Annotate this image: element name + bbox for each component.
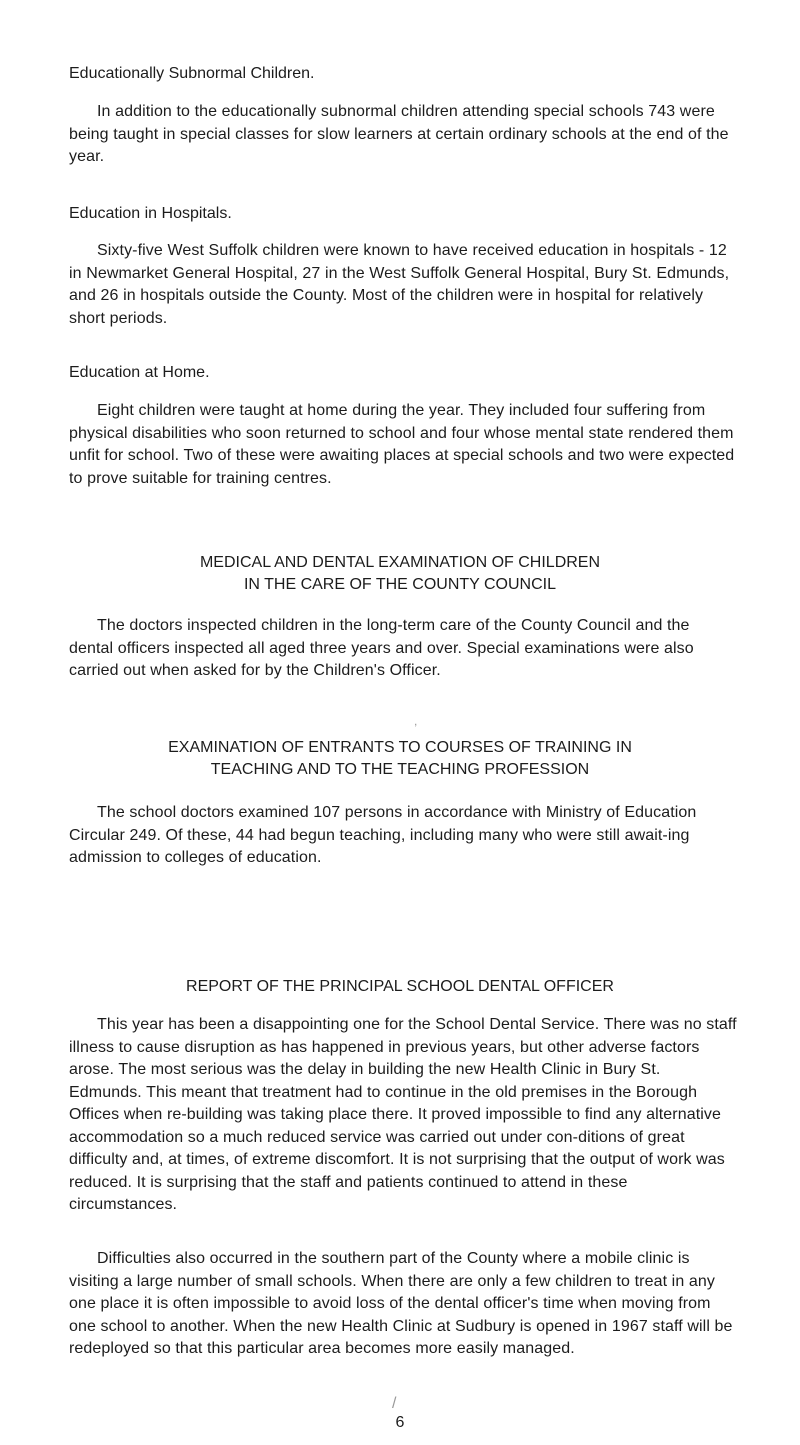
dental-paragraph-1: This year has been a disappointing one for the School Dental Service. There was no staff illness to cause disruption as has happened in previous years, but other adverse factors arose. The most serious was the delay in building the new Health Clinic in Bury St. Edmunds. This meant that treatment had to continue in the old premises in the Borough Offices when re-building was taking place there. It proved impossible to find any alternative accommodation so a much reduced service was carried out under con-ditions of great difficulty and, at times, of extreme discomfort. It is not surprising that the output of work was reduced. It is surprising that the staff and patients continued to attend in these circumstances.	[69, 1016, 737, 1213]
esn-heading: Educationally Subnormal Children.	[69, 65, 315, 82]
entrants-heading	[0, 737, 800, 781]
home-heading: Education at Home.	[69, 364, 210, 381]
entrants-heading-line-2: TEACHING AND TO THE TEACHING PROFESSION	[210, 761, 590, 778]
medical-heading	[0, 552, 800, 596]
entrants-paragraph: The school doctors examined 107 persons in accordance with Ministry of Education Circular 249. Of these, 44 had begun teaching, including many who were still await-ing admission to colleges of education.	[69, 804, 697, 866]
hospitals-heading: Education in Hospitals.	[69, 205, 232, 222]
esn-paragraph: In addition to the educationally subnormal children attending special schools 743 were being taught in special classes for slow learners at certain ordinary schools at the end of the year.	[69, 103, 729, 165]
dental-paragraph-2: Difficulties also occurred in the southern part of the County where a mobile clinic is visiting a large number of small schools. When there are only a few children to treat in any one place it is often impossible to avoid loss of the dental officer's time when moving from one school to another. When the new Health Clinic at Sudbury is opened in 1967 staff will be redeployed so that this particular area becomes more easily managed.	[69, 1250, 733, 1357]
entrants-heading-line-1: EXAMINATION OF ENTRANTS TO COURSES OF TRAINING IN	[168, 739, 632, 756]
home-paragraph: Eight children were taught at home during the year. They included four suffering from physical disabilities who soon returned to school and four whose mental state rendered them unfit for school. Two of these were awaiting places at special schools and two were expected to prove suitable for training centres.	[69, 402, 735, 487]
scan-mark: ,	[414, 714, 418, 728]
scan-mark: /	[392, 1395, 397, 1412]
medical-paragraph: The doctors inspected children in the long-term care of the County Council and the dental officers inspected all aged three years and over. Special examinations were also carried out when asked for by the Children's Officer.	[69, 617, 694, 679]
page-number: 6	[395, 1414, 405, 1431]
medical-heading-line-2: IN THE CARE OF THE COUNTY COUNCIL	[243, 576, 557, 593]
dental-heading: REPORT OF THE PRINCIPAL SCHOOL DENTAL OFFICER	[186, 978, 614, 995]
medical-heading-line-1: MEDICAL AND DENTAL EXAMINATION OF CHILDREN	[199, 554, 601, 571]
hospitals-paragraph: Sixty-five West Suffolk children were known to have received education in hospitals - 12 in Newmarket General Hospital, 27 in the West Suffolk General Hospital, Bury St. Edmunds, and 26 in hospitals outside the County. Most of the children were in hospital for relatively short periods.	[69, 242, 730, 327]
